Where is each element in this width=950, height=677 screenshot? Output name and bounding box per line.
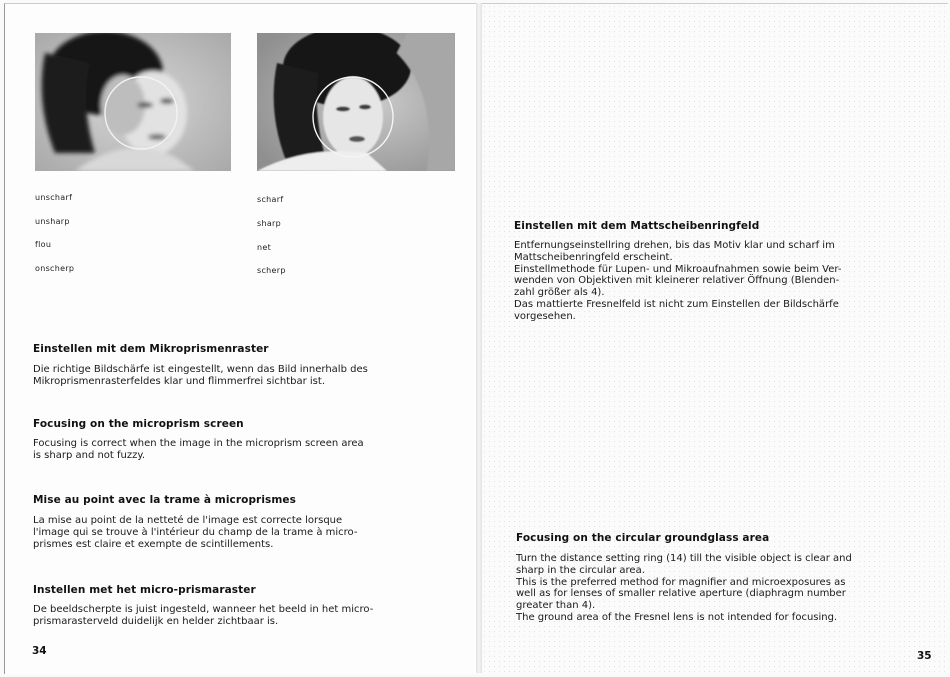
text-line: vorgesehen.	[514, 310, 576, 322]
section-body-en-groundglass	[516, 553, 930, 624]
page-number-left: 34	[32, 645, 47, 657]
text-line: Mattscheibenringfeld erscheint.	[514, 251, 673, 263]
section-heading-nl: Instellen met het micro-prismaraster	[33, 584, 256, 596]
text-line: The ground area of the Fresnel lens is not intended for focusing.	[516, 611, 838, 623]
text-line: l'image qui se trouve à l'intérieur du champ de la trame à micro-	[33, 526, 358, 538]
text-line: Das mattierte Fresnelfeld ist nicht zum Einstellen der Bildschärfe	[514, 298, 839, 310]
text-line: Die richtige Bildschärfe ist eingestellt, wenn das Bild innerhalb des	[33, 364, 368, 375]
text-line: prismarasterveld duidelijk en helder zichtbaar is.	[33, 615, 279, 627]
section-body-fr	[33, 515, 451, 550]
section-heading-fr: Mise au point avec la trame à microprismes	[33, 494, 296, 506]
text-line: Entfernungseinstellring drehen, bis das Motiv klar und scharf im	[514, 240, 835, 251]
caption-unsharp-en: unsharp	[35, 217, 70, 226]
section-heading-de: Einstellen mit dem Mikroprismenraster	[33, 343, 269, 355]
text-line: Focusing is correct when the image in the microprism screen area	[33, 438, 364, 449]
text-line: prismes est claire et exempte de scintillements.	[33, 538, 274, 550]
caption-sharp-en: sharp	[257, 219, 282, 228]
text-line: is sharp and not fuzzy.	[33, 449, 146, 461]
section-heading-en: Focusing on the microprism screen	[33, 418, 244, 430]
section-heading-de-groundglass: Einstellen mit dem Mattscheibenringfeld	[514, 220, 760, 232]
section-body-nl	[33, 604, 451, 628]
photo-sharp-example	[257, 33, 455, 171]
caption-unsharp-de: unscharf	[35, 193, 73, 202]
section-body-en	[33, 438, 451, 462]
caption-sharp-fr: net	[257, 243, 272, 252]
section-body-de-groundglass	[514, 240, 928, 323]
text-line: Einstellmethode für Lupen- und Mikroaufnahmen sowie beim Ver-	[514, 263, 842, 275]
section-body-de	[33, 364, 451, 388]
caption-sharp-nl: scherp	[257, 266, 286, 275]
text-line: well as for lenses of smaller relative aperture (diaphragm number	[516, 588, 846, 600]
text-line: zahl größer als 4).	[514, 287, 605, 299]
text-line: De beeldscherpte is juist ingesteld, wanneer het beeld in het micro-	[33, 604, 374, 615]
text-line: Turn the distance setting ring (14) till the visible object is clear and	[516, 553, 852, 564]
text-line: greater than 4).	[516, 600, 596, 612]
text-line: La mise au point de la netteté de l'image est correcte lorsque	[33, 515, 343, 526]
section-heading-en-groundglass: Focusing on the circular groundglass area	[516, 532, 770, 544]
text-line: wenden von Objektiven mit kleinerer relativer Öffnung (Blenden-	[514, 275, 840, 287]
caption-unsharp-fr: flou	[35, 240, 52, 249]
caption-sharp-de: scharf	[257, 195, 284, 204]
page-number-right: 35	[917, 650, 932, 662]
photo-unsharp-example	[35, 33, 231, 171]
text-line: Mikroprismenrasterfeldes klar und flimmerfrei sichtbar ist.	[33, 375, 325, 387]
text-line: sharp in the circular area.	[516, 564, 645, 576]
caption-unsharp-nl: onscherp	[35, 264, 75, 273]
text-line: This is the preferred method for magnifier and microexposures as	[516, 576, 846, 588]
